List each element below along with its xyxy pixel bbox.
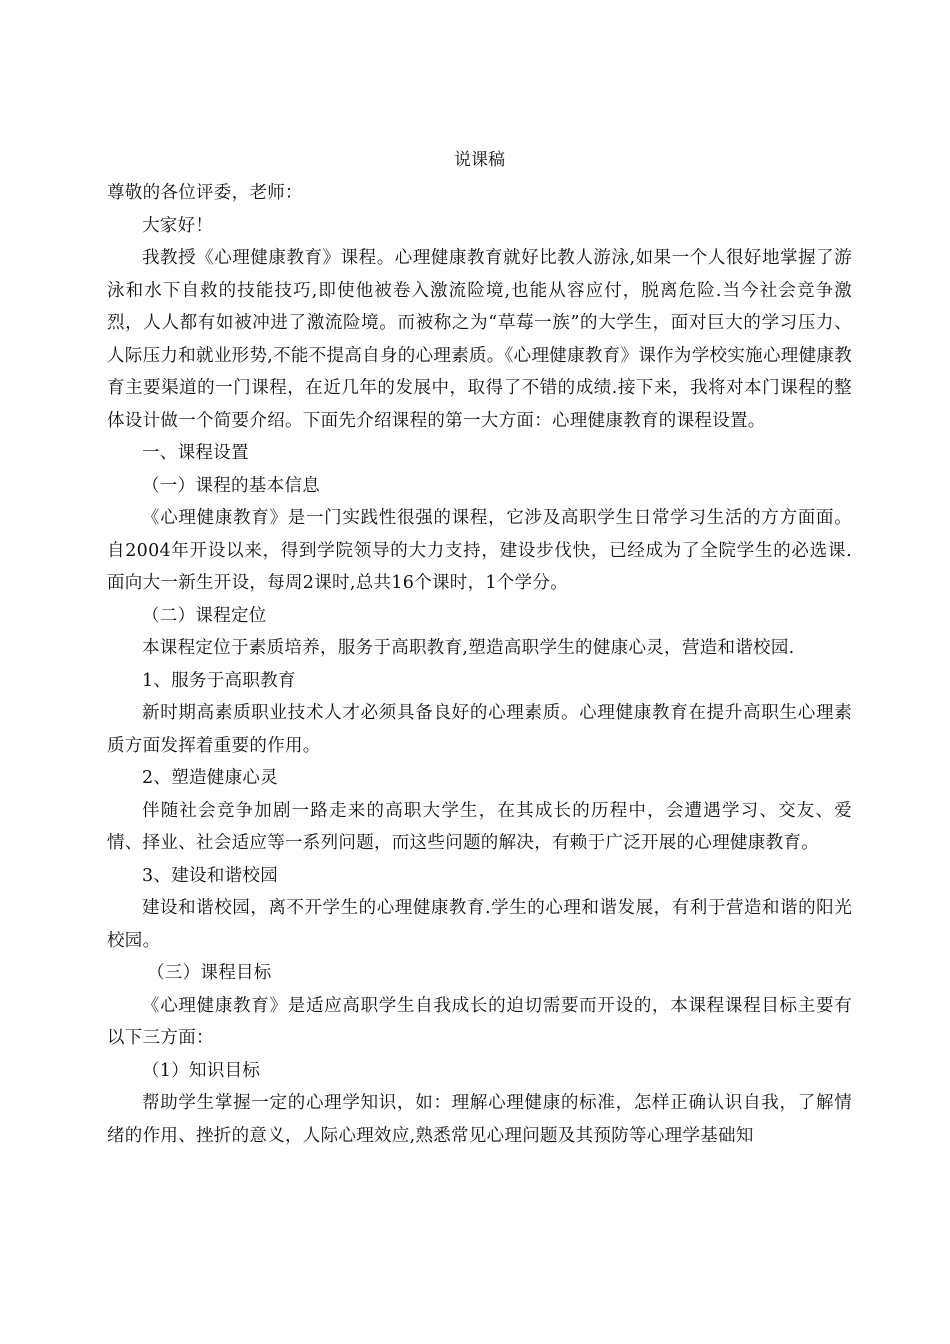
paragraph: 帮助学生掌握一定的心理学知识，如：理解心理健康的标准，怎样正确认识自我，了解情绪的作用、挫折的意义，人际心理效应,熟悉常见心理问题及其预防等心理学基础知 bbox=[107, 1093, 852, 1146]
subsection-heading: （二）课程定位 bbox=[142, 605, 267, 626]
paragraph: 《心理健康教育》是一门实践性很强的课程，它涉及高职学生日常学习生活的方方面面。自2004年开设以来，得到学院领导的大力支持，建设步伐快，已经成为了全院学生的必选课.面向大一新生开设，每周2课时,总共16个课时，1个学分。 bbox=[107, 508, 852, 593]
item-heading: 1、服务于高职教育 bbox=[142, 670, 296, 691]
intro-paragraph: 我教授《心理健康教育》课程。心理健康教育就好比教人游泳,如果一个人很好地掌握了游泳和水下自救的技能技巧,即使他被卷入激流险境,也能从容应付，脱离危险.当今社会竞争激烈，人人都有如被冲进了激流险境。而被称之为“草莓一族”的大学生，面对巨大的学习压力、人际压力和就业形势,不能不提高自身的心理素质。《心理健康教育》课作为学校实施心理健康教育主要渠道的一门课程，在近几年的发展中，取得了不错的成绩.接下来，我将对本门课程的整体设计做一个简要介绍。下面先介绍课程的第一大方面：心理健康教育的课程设置。 bbox=[107, 248, 852, 431]
paragraph: 《心理健康教育》是适应高职学生自我成长的迫切需要而开设的，本课程课程目标主要有以下三方面： bbox=[107, 995, 852, 1048]
section-heading: 一、课程设置 bbox=[142, 443, 249, 463]
subsection-heading: （一）课程的基本信息 bbox=[142, 475, 320, 496]
document-title: 说课稿 bbox=[454, 150, 505, 170]
paragraph: 伴随社会竞争加剧一路走来的高职大学生，在其成长的历程中，会遭遇学习、交友、爱情、择业、社会适应等一系列问题，而这些问题的解决，有赖于广泛开展的心理健康教育。 bbox=[107, 800, 852, 853]
subsection-heading: （三）课程目标 bbox=[147, 963, 272, 983]
item-heading: 3、建设和谐校园 bbox=[142, 865, 279, 886]
item-heading: 2、塑造健康心灵 bbox=[142, 768, 279, 788]
goal-heading: （1）知识目标 bbox=[142, 1060, 261, 1081]
salutation: 尊敬的各位评委，老师： bbox=[107, 183, 303, 203]
paragraph: 本课程定位于素质培养，服务于高职教育,塑造高职学生的健康心灵，营造和谐校园. bbox=[142, 638, 795, 658]
paragraph: 新时期高素质职业技术人才必须具备良好的心理素质。心理健康教育在提升高职生心理素质方面发挥着重要的作用。 bbox=[107, 703, 852, 756]
greeting: 大家好！ bbox=[142, 215, 214, 236]
paragraph: 建设和谐校园，离不开学生的心理健康教育.学生的心理和谐发展，有利于营造和谐的阳光校园。 bbox=[107, 898, 852, 951]
document-body bbox=[107, 148, 852, 1152]
